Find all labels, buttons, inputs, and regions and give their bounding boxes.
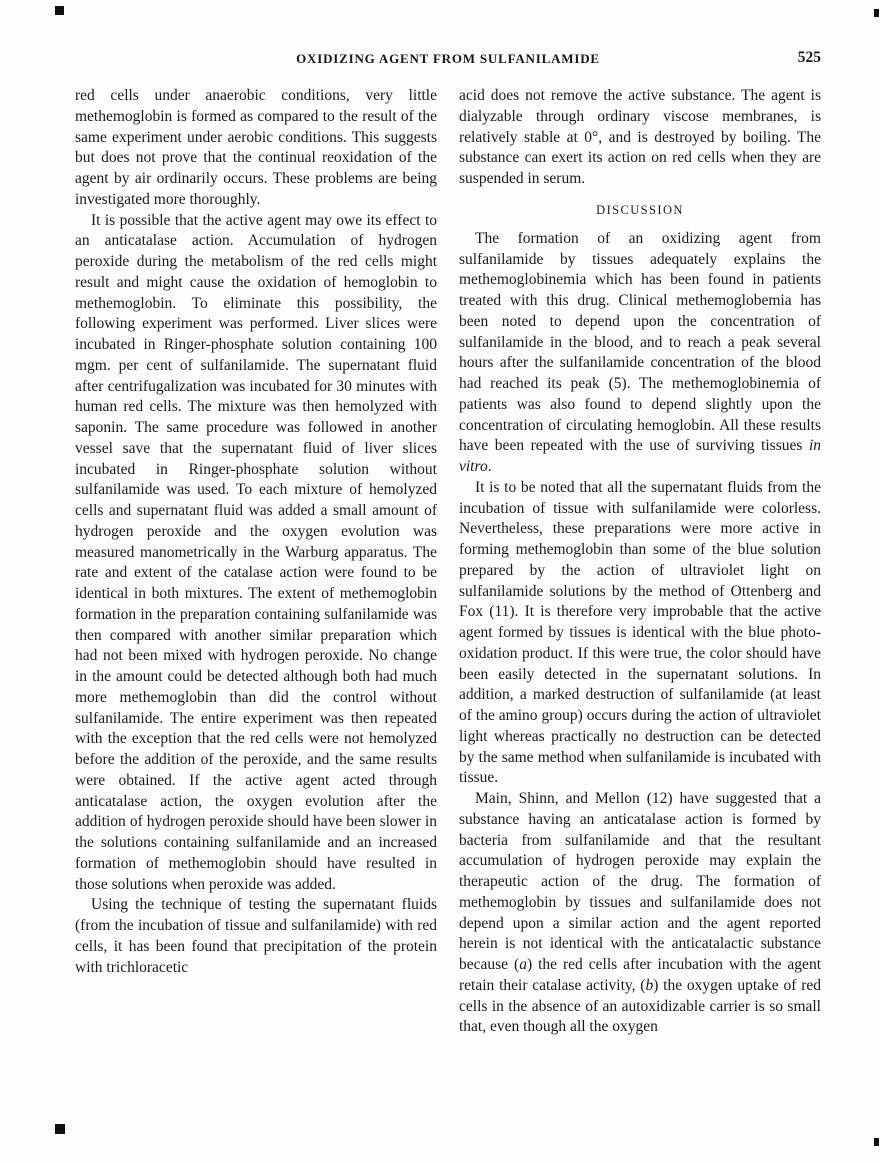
paragraph: Main, Shinn, and Mellon (12) have suggested that a substance having an anticatalase action is formed by bacteria from sulfanilamide and that the resultant accumulation of hydrogen peroxide may explain the therapeutic action of the drug. The formation of methemoglobin by tissues and sulfanilamide does not depend upon a similar action and the agent reported herein is not identical with the anticatalactic substance because (a) the red cells after incubation with the agent retain their catalase activity, (b) the oxygen uptake of red cells in the absence of an autoxidizable carrier is so small that, even though all the oxygen bbox=[459, 790, 821, 1036]
right-column bbox=[459, 86, 821, 1038]
running-title: OXIDIZING AGENT FROM SULFANILAMIDE bbox=[296, 51, 600, 66]
scan-artifact-top-left bbox=[55, 6, 64, 15]
paragraph: Using the technique of testing the supernatant fluids (from the incubation of tissue and sulfanilamide) with red cells, it has been found that precipitation of the protein with trichloracetic bbox=[75, 896, 437, 976]
scan-artifact-bottom-right bbox=[874, 1138, 879, 1146]
page-number: 525 bbox=[797, 49, 821, 66]
paragraph: It is to be noted that all the supernatant fluids from the incubation of tissue with sulfanilamide were colorless. Nevertheless, these preparations were more active in forming methemoglobin than some of the blue solution prepared by the action of ultraviolet light on sulfanilamide solutions by the method of Ottenberg and Fox (11). It is therefore very improbable that the active agent formed by tissues is identical with the blue photo-oxidation product. If this were true, the color should have been easily detected in the supernatant solutions. In addition, a marked destruction of sulfanilamide (at least of the amino group) occurs during the action of ultraviolet light whereas practically no destruction can be detected by the same method when sulfanilamide is incubated with tissue. bbox=[459, 478, 821, 787]
paragraph: red cells under anaerobic conditions, very little methemoglobin is formed as compared to the result of the same experiment under aerobic conditions. This suggests but does not prove that the continual reoxidation of the agent by air ordinarily occurs. These problems are being investigated more thoroughly. bbox=[75, 87, 437, 208]
page-header bbox=[75, 49, 821, 69]
scan-artifact-top-right bbox=[874, 9, 879, 17]
paragraph: The formation of an oxidizing agent from sulfanilamide by tissues adequately explains the methemoglobinemia which has been found in patients treated with this drug. Clinical methemoglobemia has been noted to depend upon the concentration of sulfanilamide in the blood, and to reach a peak several hours after the sulfanilamide concentration of the blood had reached its peak (5). The methemoglobinemia of patients was also found to depend slightly upon the concentration of circulating hemoglobin. All these results have been repeated with the use of surviving tissues in vitro. bbox=[459, 229, 821, 475]
paragraph: It is possible that the active agent may owe its effect to an anticatalase action. Accumulation of hydrogen peroxide during the metabolism of the red cells might result and might cause the oxidation of hemoglobin to methemoglobin. To eliminate this possibility, the following experiment was performed. Liver slices were incubated in Ringer-phosphate solution containing 100 mgm. per cent of sulfanilamide. The supernatant fluid after centrifugalization was incubated for 30 minutes with human red cells. The mixture was then hemolyzed with saponin. The same procedure was followed in another vessel save that the supernatant fluid of liver slices incubated in Ringer-phosphate solution without sulfanilamide was used. To each mixture of hemolyzed cells and supernatant fluid was added a small amount of hydrogen peroxide and the oxygen evolution was measured manometrically in the Warburg apparatus. The rate and extent of the catalase action were found to be identical in both mixtures. The extent of methemoglobin formation in the preparation containing sulfanilamide was then compared with another similar preparation which had not been mixed with hydrogen peroxide. No change in the amount could be detected although both had much more methemoglobin than did the control without sulfanilamide. The entire experiment was then repeated with the exception that the red cells were not hemolyzed before the addition of the peroxide, and the same results were obtained. If the active agent acted through anticatalase action, the oxygen evolution after the addition of hydrogen peroxide should have been slower in the solutions containing sulfanilamide and an increased formation of methemoglobin should have resulted in those solutions when peroxide was added. bbox=[75, 211, 437, 893]
left-column bbox=[75, 86, 437, 1038]
paragraph: acid does not remove the active substance. The agent is dialyzable through ordinary viscose membranes, is relatively stable at 0°, and is destroyed by boiling. The substance can exert its action on red cells when they are suspended in serum. bbox=[459, 87, 821, 187]
scan-artifact-bottom-left bbox=[55, 1124, 65, 1134]
two-column-body bbox=[75, 86, 821, 1038]
section-heading: DISCUSSION bbox=[596, 202, 684, 217]
